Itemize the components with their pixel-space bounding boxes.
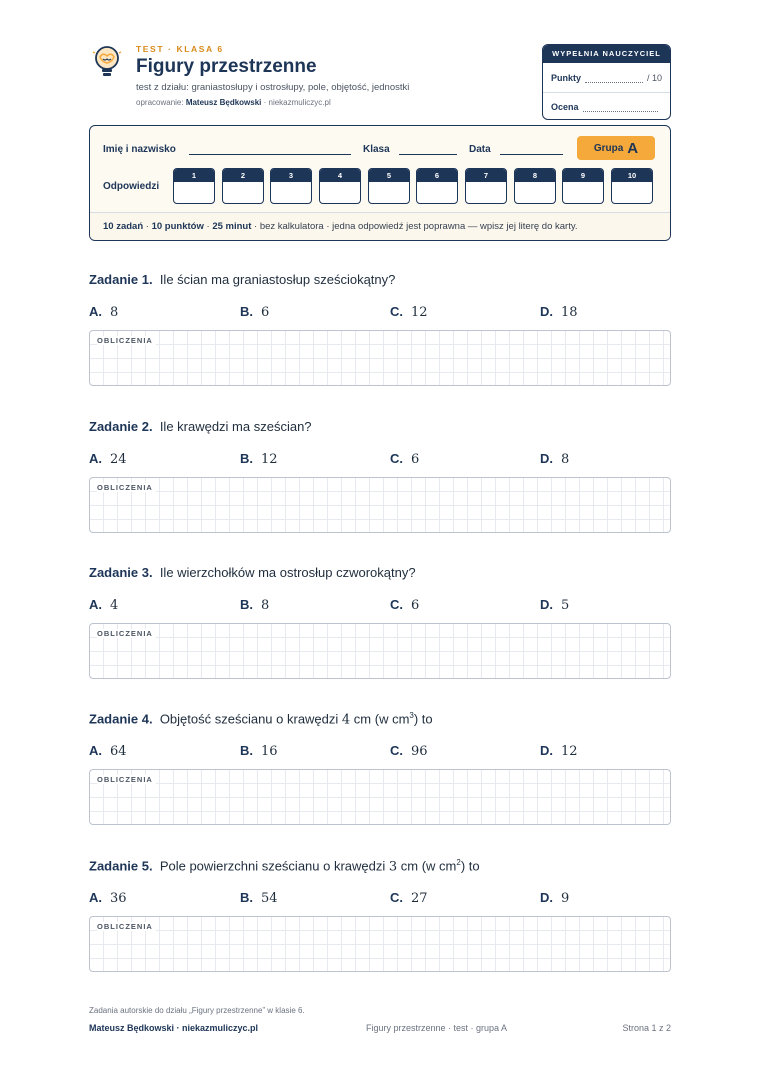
task-text: Pole powierzchni sześcianu o krawędzi <box>159 858 389 874</box>
teacher-box <box>542 44 671 120</box>
answer-box-number: 6 <box>417 169 457 182</box>
work-area-label: OBLICZENIA <box>97 629 156 638</box>
page-header <box>89 40 671 120</box>
info-sep: · <box>143 221 152 232</box>
task-1 <box>89 272 671 386</box>
task-text: Ile wierzchołków ma ostrosłup czworokątny? <box>159 565 416 580</box>
class-field[interactable] <box>399 154 457 155</box>
info-points: 10 punktów <box>151 221 204 232</box>
task-question <box>89 272 671 292</box>
task-4 <box>89 711 671 825</box>
answer-options <box>89 304 671 324</box>
answer-options <box>89 743 671 763</box>
byline-author: Mateusz Będkowski <box>185 98 262 107</box>
byline-suffix: · niekazmuliczyc.pl <box>261 98 331 107</box>
answer-box-6[interactable] <box>416 168 458 204</box>
answer-options <box>89 451 671 471</box>
work-area[interactable] <box>89 916 671 972</box>
work-area-label: OBLICZENIA <box>97 483 156 492</box>
answer-box-5[interactable] <box>368 168 410 204</box>
task-text: Ile krawędzi ma sześcian? <box>159 419 312 434</box>
date-label: Data <box>469 144 491 155</box>
answer-options <box>89 597 671 617</box>
test-kicker: TEST · KLASA 6 <box>136 44 224 54</box>
answer-option-a[interactable]: A. 64 <box>89 743 127 759</box>
answer-option-b[interactable]: B. 6 <box>240 304 270 320</box>
answer-box-2[interactable] <box>222 168 264 204</box>
task-question <box>89 858 671 878</box>
answer-box-10[interactable] <box>611 168 653 204</box>
answer-option-b[interactable]: B. 54 <box>240 890 278 906</box>
answer-option-d[interactable]: D. 5 <box>540 597 570 613</box>
task-text: Objętość sześcianu o krawędzi <box>159 711 342 727</box>
byline-prefix: opracowanie: <box>136 98 186 107</box>
work-area-label: OBLICZENIA <box>97 922 156 931</box>
task-text: cm (w cm <box>350 711 410 727</box>
task-label: Zadanie 1. <box>89 272 153 287</box>
footer-center: Figury przestrzenne · test · grupa A <box>366 1023 508 1033</box>
work-area-label: OBLICZENIA <box>97 775 156 784</box>
task-question <box>89 419 671 439</box>
points-row <box>543 63 670 92</box>
page-number: Strona 1 z 2 <box>622 1023 671 1033</box>
answer-option-b[interactable]: B. 12 <box>240 451 278 467</box>
answer-box-number: 10 <box>612 169 652 182</box>
group-label: Grupa <box>593 142 624 154</box>
answer-option-a[interactable]: A. 4 <box>89 597 119 613</box>
task-math: 4 <box>341 712 351 728</box>
teacher-box-title: WYPEŁNIA NAUCZYCIEL <box>543 45 670 63</box>
answer-box-number: 9 <box>563 169 603 182</box>
byline <box>136 98 331 107</box>
answer-option-d[interactable]: D. 8 <box>540 451 570 467</box>
answer-option-d[interactable]: D. 12 <box>540 743 578 759</box>
answer-box-number: 5 <box>369 169 409 182</box>
answer-box-1[interactable] <box>173 168 215 204</box>
points-label: Punkty <box>551 72 582 83</box>
answer-option-d[interactable]: D. 9 <box>540 890 570 906</box>
answer-option-c[interactable]: C. 6 <box>390 597 420 613</box>
grade-label: Ocena <box>551 102 579 112</box>
work-area[interactable] <box>89 623 671 679</box>
test-info <box>90 212 670 240</box>
task-text: cm (w cm <box>397 858 457 874</box>
info-time: 25 minut <box>212 221 252 232</box>
task-text: ) to <box>460 858 480 874</box>
task-sup: 3 <box>409 711 414 720</box>
answer-option-c[interactable]: C. 12 <box>390 304 428 320</box>
footer-author-link[interactable]: Mateusz Będkowski · niekazmuliczyc.pl <box>89 1023 259 1033</box>
student-card <box>89 125 671 241</box>
answer-box-number: 1 <box>174 169 214 182</box>
task-question <box>89 565 671 585</box>
page-subtitle: test z działu: graniastosłupy i ostrosłupy, pole, objętość, jednostki <box>136 82 410 93</box>
points-field[interactable] <box>585 73 643 83</box>
answer-option-a[interactable]: A. 24 <box>89 451 127 467</box>
lightbulb-brain-icon <box>91 44 123 80</box>
answer-option-a[interactable]: A. 8 <box>89 304 119 320</box>
work-area[interactable] <box>89 330 671 386</box>
answer-option-d[interactable]: D. 18 <box>540 304 578 320</box>
task-math: 3 <box>388 859 398 875</box>
task-5 <box>89 858 671 972</box>
answer-option-c[interactable]: C. 96 <box>390 743 428 759</box>
work-area[interactable] <box>89 769 671 825</box>
answer-option-a[interactable]: A. 36 <box>89 890 127 906</box>
task-text: Ile ścian ma graniastosłup sześciokątny? <box>159 272 396 287</box>
grade-row <box>543 92 670 120</box>
task-label: Zadanie 3. <box>89 565 153 580</box>
answer-option-c[interactable]: C. 27 <box>390 890 428 906</box>
task-text: ) to <box>413 711 433 727</box>
group-letter: A <box>627 139 639 157</box>
info-tasks: 10 zadań <box>103 221 144 232</box>
answer-box-number: 8 <box>515 169 555 182</box>
answer-box-3[interactable] <box>270 168 312 204</box>
answer-option-b[interactable]: B. 16 <box>240 743 278 759</box>
task-label: Zadanie 2. <box>89 419 153 434</box>
answers-label: Odpowiedzi <box>103 181 160 192</box>
name-label: Imię i nazwisko <box>103 144 176 155</box>
work-area-label: OBLICZENIA <box>97 336 156 345</box>
task-3 <box>89 565 671 679</box>
task-2 <box>89 419 671 533</box>
answer-box-number: 3 <box>271 169 311 182</box>
date-field[interactable] <box>500 154 563 155</box>
answer-box-number: 7 <box>466 169 506 182</box>
name-field[interactable] <box>189 154 351 155</box>
group-badge <box>577 136 655 160</box>
task-label: Zadanie 4. <box>89 711 153 727</box>
task-question <box>89 711 671 731</box>
answer-box-7[interactable] <box>465 168 507 204</box>
footer-note: Zadania autorskie do działu „Figury przestrzenne” w klasie 6. <box>89 1006 305 1015</box>
answer-box-number: 4 <box>320 169 360 182</box>
answer-options <box>89 890 671 910</box>
points-max: / 10 <box>646 72 662 83</box>
class-label: Klasa <box>363 144 390 155</box>
task-label: Zadanie 5. <box>89 858 153 874</box>
answer-box-9[interactable] <box>562 168 604 204</box>
info-sep: · <box>203 221 213 232</box>
answer-option-c[interactable]: C. 6 <box>390 451 420 467</box>
grade-field[interactable] <box>583 102 658 112</box>
work-area[interactable] <box>89 477 671 533</box>
task-sup: 2 <box>456 858 461 867</box>
answer-option-b[interactable]: B. 8 <box>240 597 270 613</box>
answer-box-number: 2 <box>223 169 263 182</box>
answer-box-4[interactable] <box>319 168 361 204</box>
page-title: Figury przestrzenne <box>136 56 317 77</box>
info-rest: · bez kalkulatora · jedna odpowiedź jest poprawna — wpisz jej literę do karty. <box>251 221 578 232</box>
answer-box-8[interactable] <box>514 168 556 204</box>
